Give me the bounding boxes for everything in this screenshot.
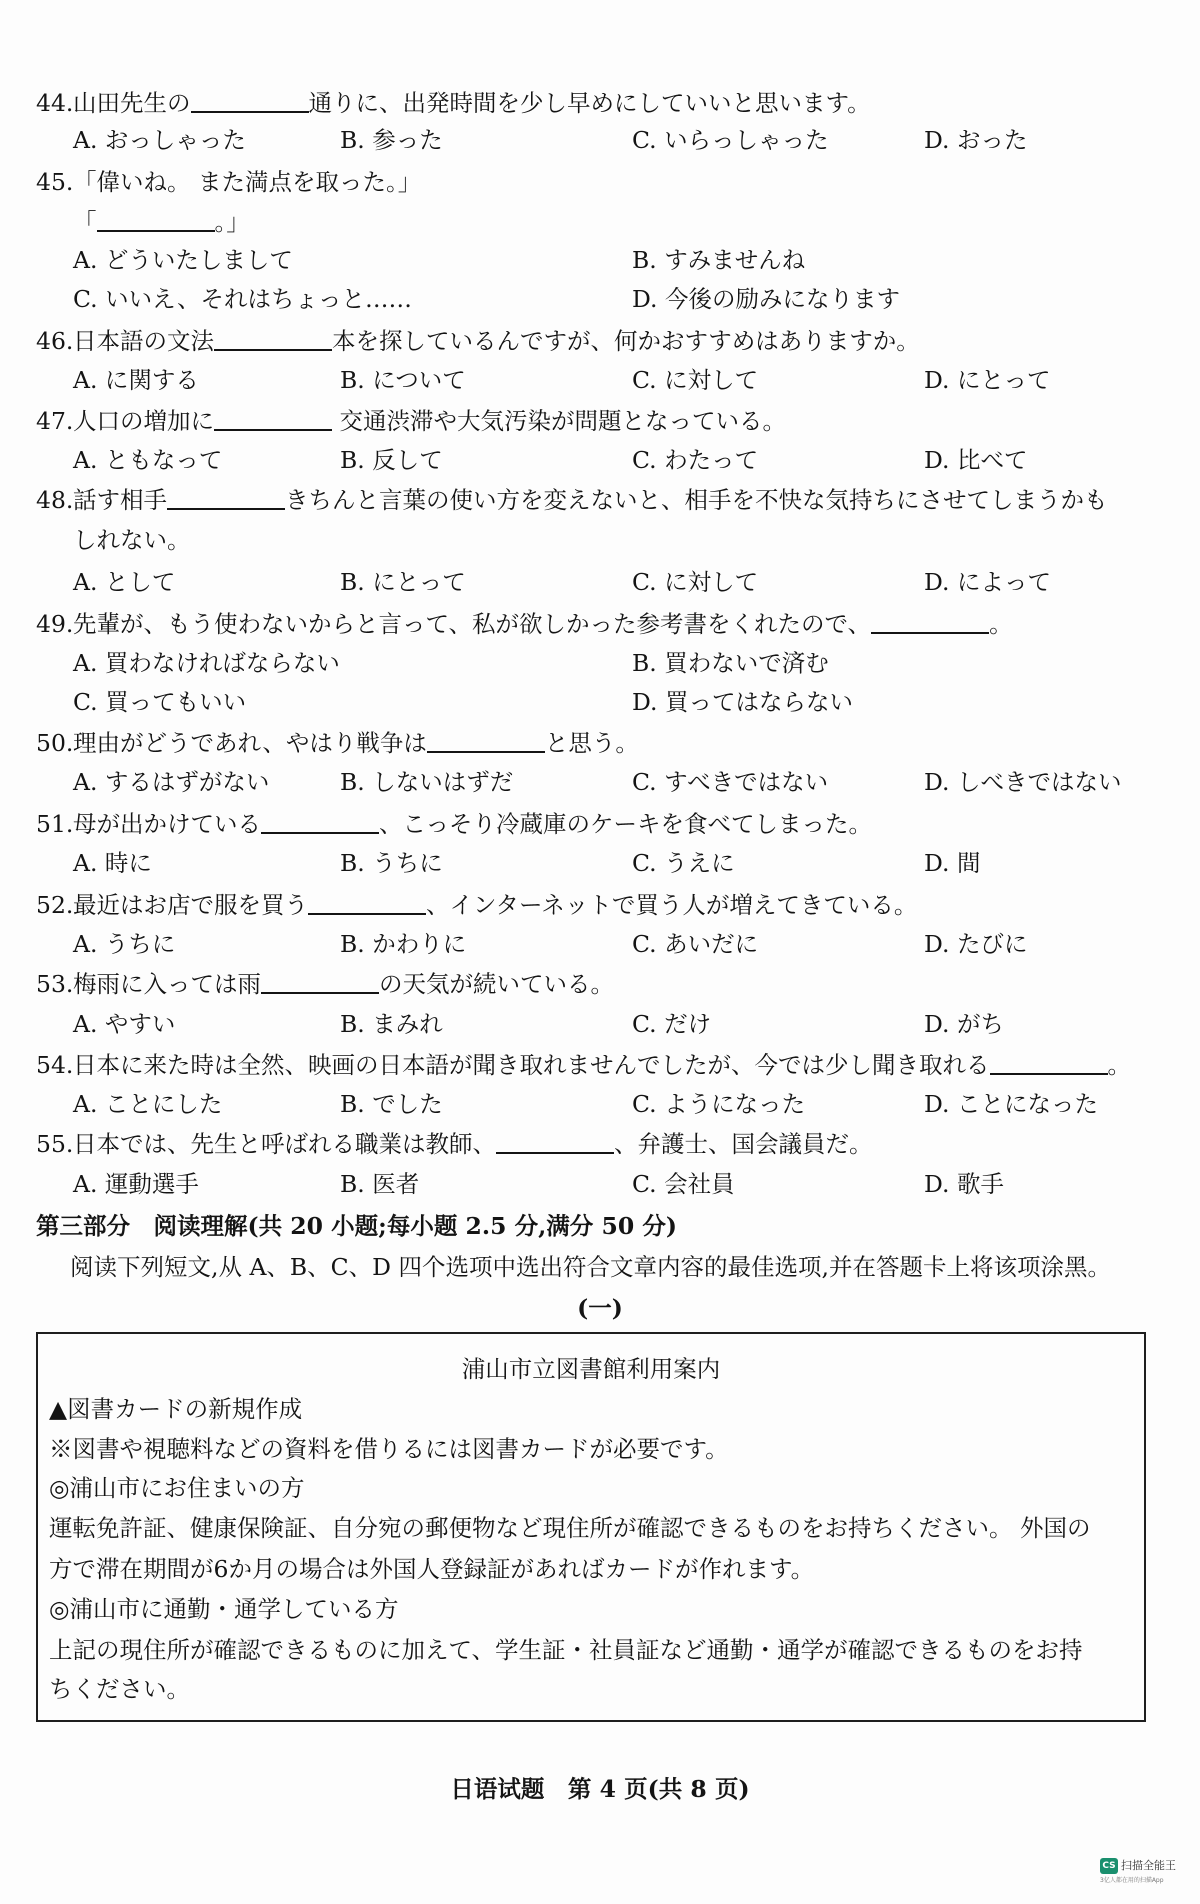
question-number: 51. <box>36 810 74 838</box>
option-d: D. しべきではない <box>924 768 1122 796</box>
notice-title: 浦山市立図書館利用案内 <box>461 1355 721 1383</box>
commuters-text-line-1: 上記の現住所が確認できるものに加えて、学生証・社員証など通勤・通学が確認できるものをお持 <box>49 1636 1083 1664</box>
answer-blank <box>496 1132 614 1154</box>
question-44-options <box>0 126 1200 154</box>
answer-blank <box>261 972 379 994</box>
answer-blank <box>990 1053 1108 1075</box>
option-b: B. 医者 <box>340 1170 420 1198</box>
question-49-stem <box>36 610 1013 638</box>
answer-blank <box>308 893 426 915</box>
option-b: B. 買わないで済む <box>632 649 829 677</box>
page-footer: 日语试题 第 4 页(共 8 页) <box>450 1775 750 1803</box>
option-b: B. かわりに <box>340 930 467 958</box>
answer-blank <box>214 409 332 431</box>
option-d: D. ことになった <box>924 1090 1098 1118</box>
option-d: D. 間 <box>924 849 981 877</box>
option-b: B. 参った <box>340 126 443 154</box>
question-46-stem <box>36 327 920 355</box>
question-45-options-row-2 <box>0 285 1200 313</box>
question-45-stem <box>36 168 421 196</box>
question-54-stem <box>36 1051 1131 1079</box>
question-number: 50. <box>36 729 74 757</box>
commuters-text-line-2: ちください。 <box>49 1675 190 1703</box>
question-45-reply <box>73 208 250 236</box>
section-title: 第三部分 阅读理解(共 20 小题;每小题 2.5 分,满分 50 分) <box>36 1212 677 1240</box>
question-49-options-row-2 <box>0 688 1200 716</box>
stem-before: 「 <box>73 208 97 236</box>
residents-text-line-1: 運転免許証、健康保険証、自分宛の郵便物など現住所が確認できるものをお持ちください。 外国の <box>49 1514 1091 1542</box>
question-44-stem <box>36 89 871 117</box>
option-d: D. 買ってはならない <box>632 688 853 716</box>
option-d: D. 歌手 <box>924 1170 1004 1198</box>
question-53-options <box>0 1010 1200 1038</box>
option-a: A. するはずがない <box>73 768 270 796</box>
option-c: C. いいえ、それはちょっと…… <box>73 285 412 313</box>
question-48-stem <box>36 486 1108 514</box>
option-a: A. ことにした <box>73 1090 223 1118</box>
option-a: A. 買わなければならない <box>73 649 340 677</box>
question-number: 49. <box>36 610 74 638</box>
option-a: A. に関する <box>73 366 199 394</box>
question-number: 55. <box>36 1130 74 1158</box>
question-50-stem <box>36 729 639 757</box>
option-b: B. 反して <box>340 446 443 474</box>
option-a: A. として <box>73 568 176 596</box>
question-51-options <box>0 849 1200 877</box>
question-48-options <box>0 568 1200 596</box>
option-c: C. すべきではない <box>632 768 829 796</box>
question-number: 48. <box>36 486 74 514</box>
question-50-options <box>0 768 1200 796</box>
question-46-options <box>0 366 1200 394</box>
passage-number: (一) <box>577 1294 623 1322</box>
stem-after: 本を探しているんですが、何かおすすめはありますか。 <box>332 327 920 355</box>
answer-blank <box>214 329 332 351</box>
stem-after: 通りに、出発時間を少し早めにしていいと思います。 <box>308 89 871 117</box>
stem-after: 。 <box>1107 1051 1131 1079</box>
question-47-stem <box>36 407 786 435</box>
option-d: D. 比べて <box>924 446 1028 474</box>
option-d: D. がち <box>924 1010 1004 1038</box>
stem-before: 梅雨に入っては雨 <box>73 970 261 998</box>
answer-blank <box>261 812 379 834</box>
stem-before: 日本では、先生と呼ばれる職業は教師、 <box>73 1130 496 1158</box>
answer-blank <box>97 210 215 232</box>
stem-before: 人口の増加に <box>73 407 214 435</box>
option-b: B. まみれ <box>340 1010 443 1038</box>
option-a: A. 時に <box>73 849 152 877</box>
residents-text-line-2: 方で滞在期間が6か月の場合は外国人登録証があればカードが作れます。 <box>49 1555 815 1583</box>
library-notice-box <box>36 1332 1146 1722</box>
option-a: A. ともなって <box>73 446 223 474</box>
residents-heading: ◎浦山市にお住まいの方 <box>49 1474 305 1502</box>
stem-after: の天気が続いている。 <box>379 970 614 998</box>
option-d: D. にとって <box>924 366 1051 394</box>
question-55-options <box>0 1170 1200 1198</box>
option-a: A. うちに <box>73 930 176 958</box>
stem-before: 話す相手 <box>73 486 167 514</box>
stem-after: きちんと言葉の使い方を変えないと、相手を不快な気持ちにさせてしまうかも <box>285 486 1108 514</box>
option-c: C. に対して <box>632 568 759 596</box>
question-number: 45. <box>36 168 74 196</box>
question-54-options <box>0 1090 1200 1118</box>
option-d: D. おった <box>924 126 1028 154</box>
option-b: B. にとって <box>340 568 466 596</box>
stem-before: 日本に来た時は全然、映画の日本語が聞き取れませんでしたが、今では少し聞き取れる <box>73 1051 990 1079</box>
stem-before: 日本語の文法 <box>73 327 214 355</box>
option-b: B. でした <box>340 1090 443 1118</box>
question-number: 54. <box>36 1051 74 1079</box>
answer-blank <box>191 91 309 113</box>
scanner-watermark <box>1100 1856 1190 1890</box>
stem-after: と思う。 <box>544 729 639 757</box>
question-52-options <box>0 930 1200 958</box>
option-d: D. たびに <box>924 930 1028 958</box>
notice-heading: ▲図書カードの新規作成 <box>49 1395 303 1423</box>
question-48-stem-continued: しれない。 <box>73 526 191 554</box>
question-51-stem <box>36 810 872 838</box>
option-a: A. 運動選手 <box>73 1170 199 1198</box>
stem-after: 、こっそり冷蔵庫のケーキを食べてしまった。 <box>379 810 873 838</box>
option-c: C. 買ってもいい <box>73 688 247 716</box>
option-c: C. うえに <box>632 849 735 877</box>
question-47-options <box>0 446 1200 474</box>
option-b: B. うちに <box>340 849 443 877</box>
question-number: 53. <box>36 970 74 998</box>
question-number: 44. <box>36 89 74 117</box>
question-number: 52. <box>36 891 74 919</box>
answer-blank <box>871 612 989 634</box>
option-a: A. おっしゃった <box>73 126 246 154</box>
watermark-name: 扫描全能王 <box>1121 1859 1176 1872</box>
stem-after: 、インターネットで買う人が増えてきている。 <box>426 891 918 919</box>
stem-after: 。」 <box>214 208 250 236</box>
stem-after: 、弁護士、国会議員だ。 <box>614 1130 873 1158</box>
stem-after: 。 <box>989 610 1013 638</box>
question-52-stem <box>36 891 917 919</box>
stem-before: 母が出かけている <box>73 810 261 838</box>
option-c: C. あいだに <box>632 930 759 958</box>
option-d: D. 今後の励みになります <box>632 285 900 313</box>
option-c: C. いらっしゃった <box>632 126 829 154</box>
camscanner-logo-icon: CS <box>1100 1858 1118 1874</box>
option-b: B. について <box>340 366 466 394</box>
question-number: 47. <box>36 407 74 435</box>
option-b: B. しないはずだ <box>340 768 514 796</box>
question-number: 46. <box>36 327 74 355</box>
option-c: C. わたって <box>632 446 759 474</box>
question-53-stem <box>36 970 614 998</box>
stem-dialogue: 「偉いね。 また満点を取った。」 <box>73 168 422 196</box>
answer-blank <box>167 488 285 510</box>
section-instructions: 阅读下列短文,从 A、B、C、D 四个选项中选出符合文章内容的最佳选项,并在答题卡上将该项涂黑。 <box>70 1253 1111 1281</box>
option-c: C. 会社員 <box>632 1170 735 1198</box>
stem-before: 山田先生の <box>73 89 191 117</box>
option-c: C. だけ <box>632 1010 712 1038</box>
watermark-tagline: 3亿人都在用的扫描App <box>1100 1877 1164 1884</box>
option-c: C. に対して <box>632 366 759 394</box>
question-45-options-row-1 <box>0 246 1200 274</box>
commuters-heading: ◎浦山市に通勤・通学している方 <box>49 1595 399 1623</box>
option-b: B. すみませんね <box>632 246 806 274</box>
stem-after: 交通渋滞や大気汚染が問題となっている。 <box>332 407 786 435</box>
option-a: A. やすい <box>73 1010 176 1038</box>
option-c: C. ようになった <box>632 1090 806 1118</box>
option-a: A. どういたしまして <box>73 246 293 274</box>
question-55-stem <box>36 1130 873 1158</box>
question-49-options-row-1 <box>0 649 1200 677</box>
answer-blank <box>427 731 545 753</box>
option-d: D. によって <box>924 568 1051 596</box>
notice-note: ※図書や視聴料などの資料を借りるには図書カードが必要です。 <box>49 1435 729 1463</box>
stem-before: 最近はお店で服を買う <box>73 891 308 919</box>
stem-before: 理由がどうであれ、やはり戦争は <box>73 729 427 757</box>
stem-before: 先輩が、もう使わないからと言って、私が欲しかった参考書をくれたので、 <box>73 610 872 638</box>
